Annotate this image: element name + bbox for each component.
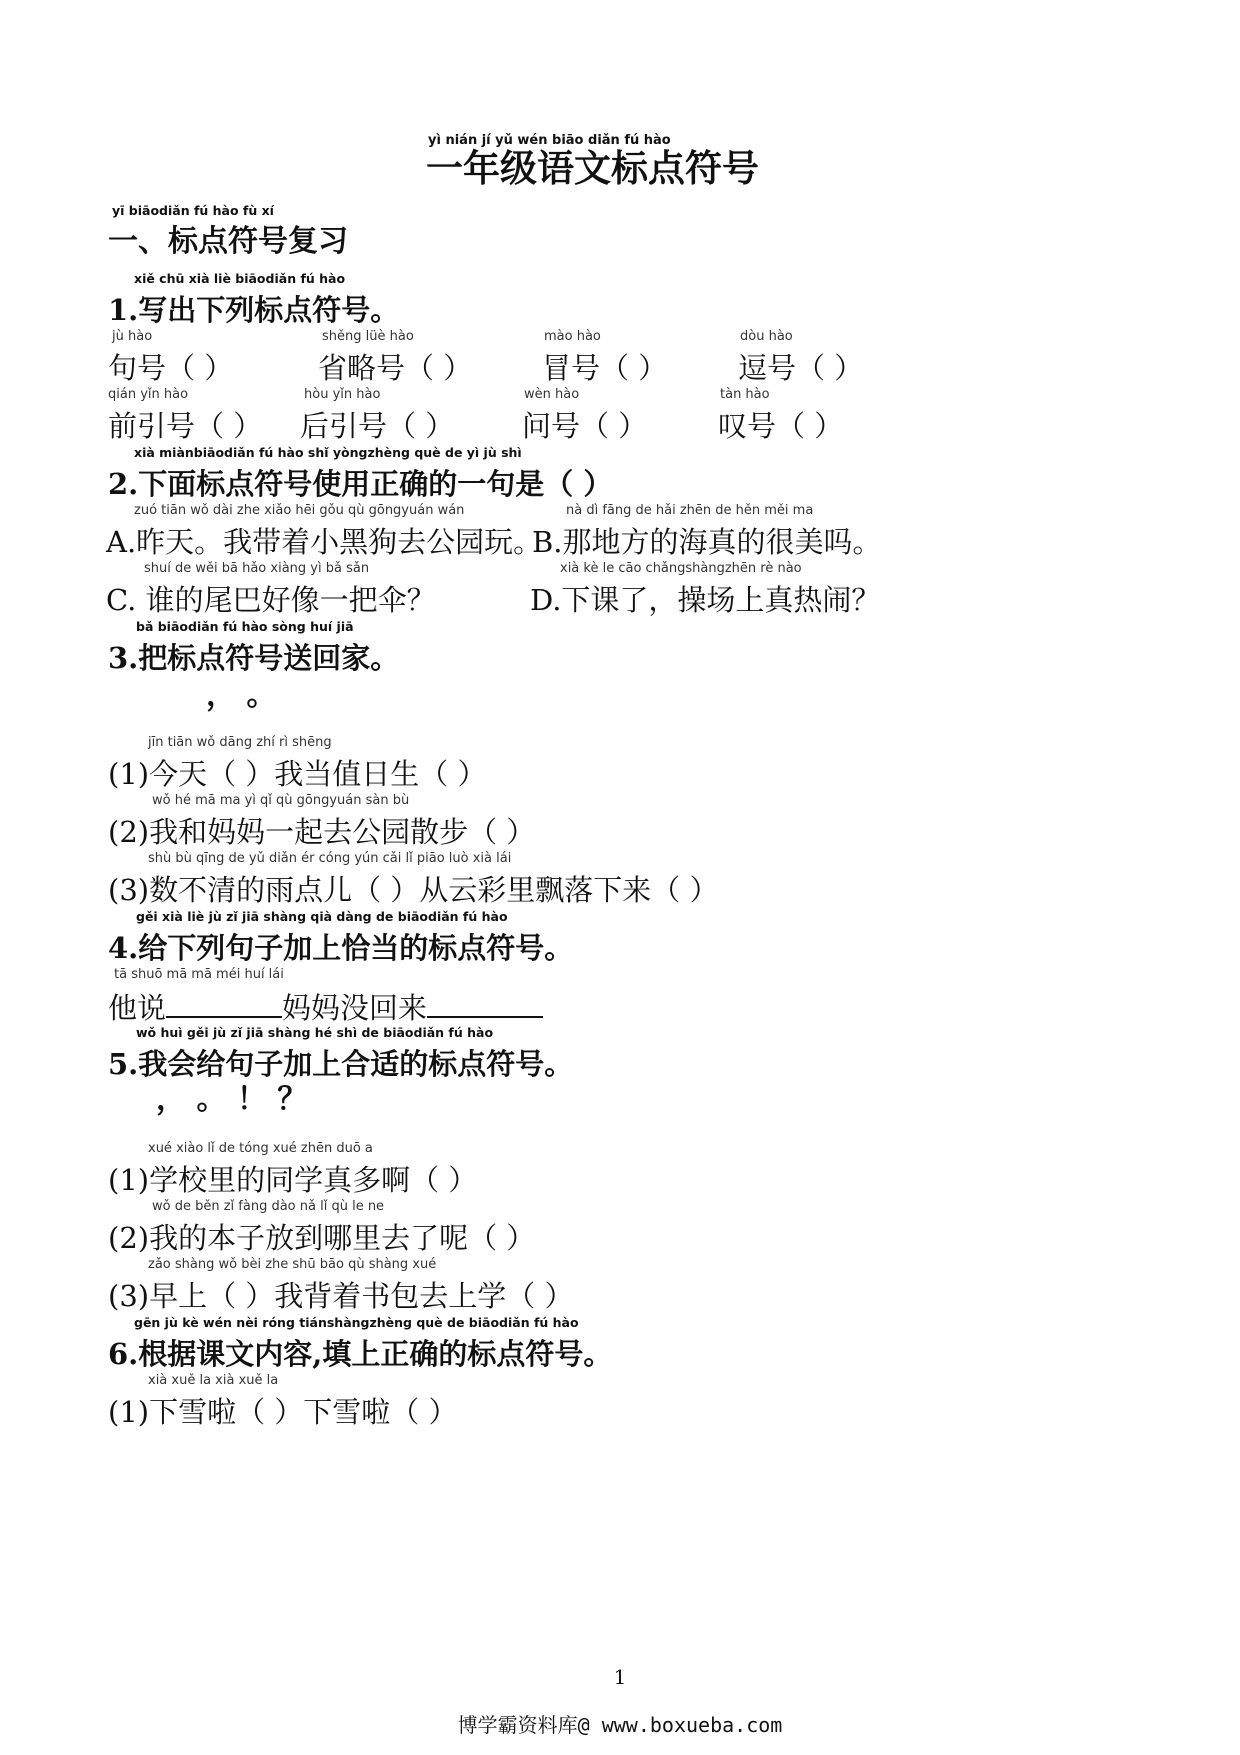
sentence-part-1: 他说 <box>108 991 167 1025</box>
item-text: 前引号（ ） <box>108 409 263 443</box>
question-4-sentence <box>0 964 1240 1028</box>
option-pinyin: nà dì fāng de hǎi zhēn de hěn měi ma <box>566 503 814 518</box>
question-6-text: 6.根据课文内容,填上正确的标点符号。 <box>108 1337 613 1371</box>
sentence-text: (2)我的本子放到哪里去了呢（ ） <box>108 1221 536 1255</box>
item-pinyin: qián yǐn hào <box>108 387 189 402</box>
sentence-part-2: 妈妈没回来 <box>282 991 428 1025</box>
sentence-text: (3)早上（ ）我背着书包去上学（ ） <box>108 1279 574 1313</box>
option-pinyin: zuó tiān wǒ dài zhe xiǎo hēi gǒu qù gōngyuán wán <box>134 503 465 518</box>
sentence-pinyin: jīn tiān wǒ dāng zhí rì shēng <box>148 735 332 750</box>
item-text: 叹号（ ） <box>718 409 844 443</box>
item-text: 问号（ ） <box>522 409 648 443</box>
item-pinyin: mào hào <box>544 329 601 344</box>
title-pinyin: yì nián jí yǔ wén biāo diǎn fú hào <box>428 133 671 148</box>
option-pinyin: xià kè le cāo chǎngshàngzhēn rè nào <box>560 561 802 576</box>
option-text: C. 谁的尾巴好像一把伞？ <box>106 583 436 617</box>
item-pinyin: wèn hào <box>524 387 580 402</box>
sentence-pinyin: xué xiào lǐ de tóng xué zhēn duō a <box>148 1141 373 1156</box>
question-5-sentence-3 <box>0 1254 1240 1318</box>
option-text: A.昨天。我带着小黑狗去公园玩。 <box>106 525 543 559</box>
question-3-sentence-2 <box>0 790 1240 854</box>
question-3-text: 3.把标点符号送回家。 <box>108 641 400 675</box>
question-1-text: 1.写出下列标点符号。 <box>108 293 400 327</box>
question-6-pinyin: gēn jù kè wén nèi róng tiánshàngzhèng què de biāodiǎn fú hào <box>134 1315 579 1330</box>
question-3-pinyin: bǎ biāodiǎn fú hào sòng huí jiā <box>136 619 354 634</box>
item-pinyin: hòu yǐn hào <box>304 387 381 402</box>
question-3-sentence-1 <box>0 732 1240 796</box>
question-4-block <box>0 906 1240 970</box>
item-text: 冒号（ ） <box>542 351 668 385</box>
question-2-pinyin: xià miànbiāodiǎn fú hào shǐ yòngzhèng què de yì jù shì <box>134 445 522 460</box>
question-2-options-row-1 <box>0 500 1240 564</box>
sentence-text: (3)数不清的雨点儿（ ）从云彩里飘落下来（ ） <box>108 873 719 907</box>
item-pinyin: tàn hào <box>720 387 770 402</box>
punctuation-marks: ， 。 ！ ？ <box>156 1082 308 1117</box>
sentence-text: (1)学校里的同学真多啊（ ） <box>108 1163 478 1197</box>
question-5-text: 5.我会给句子加上合适的标点符号。 <box>108 1047 574 1081</box>
item-text: 逗号（ ） <box>738 351 864 385</box>
punctuation-marks: ， 。 <box>206 678 277 713</box>
sentence-pinyin: shù bù qīng de yǔ diǎn ér cóng yún cǎi lǐ piāo luò xià lái <box>148 851 512 866</box>
section-heading-pinyin: yī biāodiǎn fú hào fù xí <box>112 203 274 218</box>
answer-blank[interactable] <box>427 986 543 1018</box>
sentence-text: (1)今天（ ）我当值日生（ ） <box>108 757 487 791</box>
section-heading: 一、标点符号复习 <box>108 224 348 259</box>
question-5-sentence-2 <box>0 1196 1240 1260</box>
question-1-row-1 <box>0 326 1240 390</box>
question-3-block <box>0 616 1240 680</box>
page-number: 1 <box>613 1665 627 1689</box>
page-title: 一年级语文标点符号 <box>426 146 759 190</box>
question-2-text: 2.下面标点符号使用正确的一句是（ ） <box>108 467 613 501</box>
sentence-text: (1)下雪啦（ ）下雪啦（ ） <box>108 1395 458 1429</box>
item-pinyin: dòu hào <box>740 329 793 344</box>
sentence-pinyin: wǒ de běn zǐ fàng dào nǎ lǐ qù le ne <box>152 1199 385 1214</box>
title-block <box>0 130 1240 194</box>
item-text: 后引号（ ） <box>300 409 455 443</box>
question-1-block <box>0 268 1240 332</box>
question-2-block <box>0 442 1240 506</box>
item-pinyin: jù hào <box>112 329 153 344</box>
question-1-pinyin: xiě chū xià liè biāodiǎn fú hào <box>134 271 346 286</box>
question-3-sentence-3 <box>0 848 1240 912</box>
item-text: 句号（ ） <box>108 351 234 385</box>
sentence-text: (2)我和妈妈一起去公园散步（ ） <box>108 815 536 849</box>
question-5-block <box>0 1022 1240 1086</box>
sentence-pinyin: tā shuō mā mā méi huí lái <box>114 967 284 982</box>
item-text: 省略号（ ） <box>318 351 473 385</box>
option-text: D.下课了，操场上真热闹？ <box>530 583 881 617</box>
sentence-pinyin: zǎo shàng wǒ bèi zhe shū bāo qù shàng xué <box>148 1257 437 1272</box>
item-pinyin: shěng lüè hào <box>322 329 414 344</box>
option-text: B.那地方的海真的很美吗。 <box>532 525 882 559</box>
option-pinyin: shuí de wěi bā hǎo xiàng yì bǎ sǎn <box>144 561 370 576</box>
answer-blank[interactable] <box>166 986 282 1018</box>
sentence-pinyin: xià xuě la xià xuě la <box>148 1373 279 1388</box>
sentence-pinyin: wǒ hé mā ma yì qǐ qù gōngyuán sàn bù <box>152 793 410 808</box>
section-heading-block <box>0 200 1240 264</box>
footer-watermark: 博学霸资料库@ www.boxueba.com <box>457 1713 783 1737</box>
question-5-sentence-1 <box>0 1138 1240 1202</box>
question-6-sentence-1 <box>0 1370 1240 1434</box>
sentence-text <box>108 986 543 1026</box>
question-4-text: 4.给下列句子加上恰当的标点符号。 <box>108 931 574 965</box>
question-6-block <box>0 1312 1240 1376</box>
question-5-pinyin: wǒ huì gěi jù zǐ jiā shàng hé shì de biāodiǎn fú hào <box>136 1025 494 1040</box>
question-4-pinyin: gěi xià liè jù zǐ jiā shàng qià dàng de biāodiǎn fú hào <box>136 909 508 924</box>
question-1-row-2 <box>0 384 1240 448</box>
question-2-options-row-2 <box>0 558 1240 622</box>
